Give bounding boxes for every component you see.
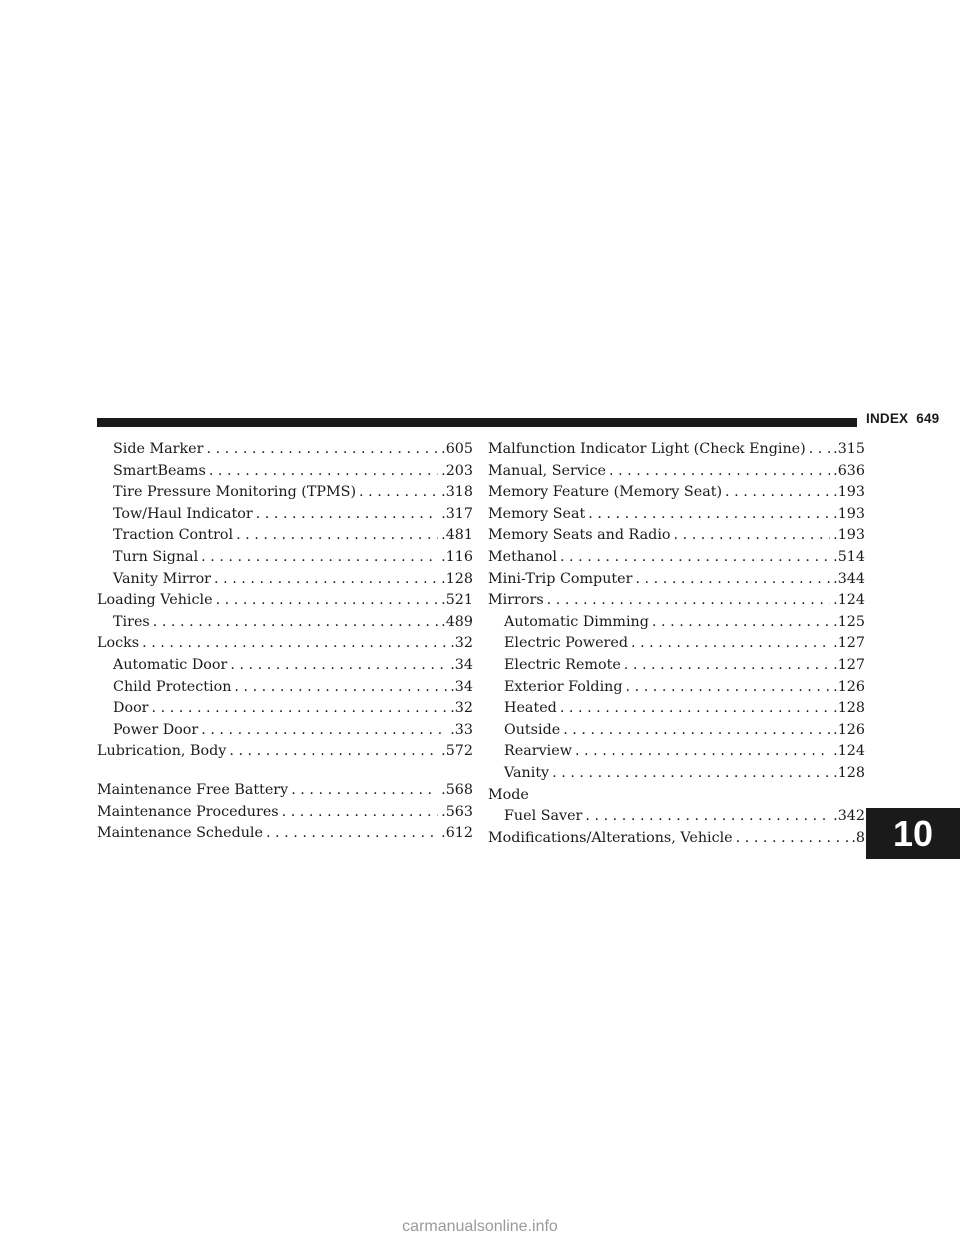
entry-page-number: .8 (851, 829, 865, 846)
dot-leader (234, 679, 447, 695)
entry-term: Door (113, 700, 149, 717)
dot-leader (201, 549, 438, 565)
entry-term: Memory Seat (488, 505, 586, 522)
entry-term: Locks (97, 635, 140, 652)
index-subentry (488, 743, 865, 765)
dot-leader (266, 825, 438, 841)
entry-page-number: .636 (833, 462, 865, 479)
index-subentry (488, 765, 865, 787)
dot-leader (809, 441, 830, 457)
dot-leader (736, 830, 849, 846)
dot-leader (153, 614, 438, 630)
index-entry (488, 549, 865, 571)
index-subentry (488, 657, 865, 679)
entry-term: Electric Remote (504, 656, 621, 673)
dot-leader (209, 463, 438, 479)
header-page-number: 649 (916, 411, 940, 426)
running-header (866, 411, 939, 426)
entry-page-number: .126 (833, 721, 865, 738)
index-entry (97, 825, 473, 847)
entry-page-number: .568 (441, 781, 473, 798)
entry-page-number: .605 (441, 441, 473, 457)
entry-term: Child Protection (113, 678, 232, 695)
entry-page-number: .124 (833, 743, 865, 760)
index-subentry (488, 635, 865, 657)
dot-leader (563, 722, 830, 738)
entry-term: Automatic Door (113, 656, 228, 673)
index-subentry (97, 484, 473, 506)
index-subentry (97, 441, 473, 463)
dot-leader (725, 484, 830, 500)
entry-page-number: .32 (450, 700, 473, 717)
entry-term: Electric Powered (504, 635, 628, 652)
index-entry (488, 506, 865, 528)
index-entry (97, 592, 473, 614)
dot-leader (631, 635, 830, 651)
index-subentry (97, 549, 473, 571)
dot-leader (588, 506, 830, 522)
entry-term: Tires (113, 613, 150, 630)
entry-page-number: .193 (833, 484, 865, 501)
index-subentry (97, 657, 473, 679)
dot-leader (560, 549, 830, 565)
entry-page-number: .127 (833, 635, 865, 652)
dot-leader (282, 804, 439, 820)
entry-term: Manual, Service (488, 462, 606, 479)
entry-page-number: .116 (441, 548, 473, 565)
entry-page-number: .34 (450, 656, 473, 673)
index-subentry (97, 463, 473, 485)
dot-leader (585, 808, 830, 824)
entry-page-number: .32 (450, 635, 473, 652)
dot-leader (575, 743, 830, 759)
entry-term: Outside (504, 721, 561, 738)
entry-term: Turn Signal (113, 548, 199, 565)
dot-leader (236, 527, 438, 543)
dot-leader (652, 614, 830, 630)
dot-leader (609, 463, 830, 479)
entry-page-number: .193 (833, 505, 865, 522)
index-subentry (97, 506, 473, 528)
entry-page-number: .128 (441, 570, 473, 587)
index-subentry (488, 722, 865, 744)
dot-leader (359, 484, 438, 500)
entry-term: Modifications/Alterations, Vehicle (488, 829, 733, 846)
index-entry (488, 787, 865, 809)
entry-page-number: .514 (833, 548, 865, 565)
entry-page-number: .126 (833, 678, 865, 695)
index-entry (97, 743, 473, 765)
entry-page-number: .563 (441, 803, 473, 820)
entry-term: Maintenance Schedule (97, 825, 263, 842)
entry-term: Automatic Dimming (504, 613, 649, 630)
index-entry (488, 571, 865, 593)
index-subentry (97, 679, 473, 701)
entry-page-number: .33 (450, 721, 473, 738)
index-subentry (97, 527, 473, 549)
index-subentry (97, 722, 473, 744)
index-entry (488, 441, 865, 463)
entry-page-number: .318 (441, 484, 473, 501)
entry-page-number: .481 (441, 527, 473, 544)
index-entry (97, 782, 473, 804)
index-subentry (97, 571, 473, 593)
index-entry (97, 635, 473, 657)
index-column-right (488, 441, 865, 851)
entry-page-number: .34 (450, 678, 473, 695)
entry-term: Methanol (488, 548, 557, 565)
entry-term: Fuel Saver (504, 808, 583, 825)
entry-term: Malfunction Indicator Light (Check Engine) (488, 441, 806, 457)
entry-page-number: .489 (441, 613, 473, 630)
entry-term: Lubrication, Body (97, 743, 227, 760)
watermark: carmanualsonline.info (402, 1218, 558, 1235)
entry-term: Vanity (504, 764, 550, 781)
index-column-left (97, 441, 473, 847)
entry-term: Mode (488, 786, 529, 803)
index-entry (97, 804, 473, 826)
entry-page-number: .125 (833, 613, 865, 630)
dot-leader (626, 679, 831, 695)
entry-term: Maintenance Procedures (97, 803, 279, 820)
index-subentry (488, 700, 865, 722)
index-subentry (488, 614, 865, 636)
entry-term: Heated (504, 700, 557, 717)
dot-leader (635, 571, 830, 587)
index-entry (488, 527, 865, 549)
entry-term: Side Marker (113, 441, 204, 457)
entry-term: Tow/Haul Indicator (113, 505, 253, 522)
index-entry (488, 463, 865, 485)
header-title: INDEX (866, 411, 909, 426)
dot-leader (256, 506, 438, 522)
dot-leader (216, 592, 439, 608)
dot-leader (229, 743, 438, 759)
index-subentry (488, 679, 865, 701)
entry-term: Vanity Mirror (113, 570, 212, 587)
header-rule (97, 418, 857, 427)
entry-page-number: .572 (441, 743, 473, 760)
dot-leader (152, 700, 448, 716)
dot-leader (547, 592, 830, 608)
entry-term: Exterior Folding (504, 678, 623, 695)
chapter-tab: 10 (866, 808, 960, 859)
dot-leader (674, 527, 831, 543)
index-entry (488, 484, 865, 506)
dot-leader (230, 657, 447, 673)
entry-term: Tire Pressure Monitoring (TPMS) (113, 484, 357, 501)
dot-leader (552, 765, 830, 781)
entry-term: Loading Vehicle (97, 592, 213, 609)
index-subentry (488, 808, 865, 830)
dot-leader (201, 722, 447, 738)
dot-leader (142, 635, 447, 651)
entry-page-number: .127 (833, 656, 865, 673)
entry-page-number: .342 (833, 808, 865, 825)
entry-term: Traction Control (113, 527, 234, 544)
entry-page-number: .128 (833, 764, 865, 781)
entry-term: Memory Feature (Memory Seat) (488, 484, 723, 501)
index-entry (488, 592, 865, 614)
entry-term: Mini-Trip Computer (488, 570, 633, 587)
dot-leader (624, 657, 830, 673)
entry-page-number: .128 (833, 700, 865, 717)
index-entry (488, 830, 865, 852)
entry-term: SmartBeams (113, 462, 206, 479)
dot-leader (206, 441, 438, 457)
entry-page-number: .315 (833, 441, 865, 457)
entry-term: Power Door (113, 721, 199, 738)
dot-leader (560, 700, 830, 716)
entry-page-number: .193 (833, 527, 865, 544)
entry-page-number: .317 (441, 505, 473, 522)
entry-term: Rearview (504, 743, 572, 760)
entry-page-number: .203 (441, 462, 473, 479)
entry-term: Maintenance Free Battery (97, 781, 289, 798)
entry-page-number: .124 (833, 592, 865, 609)
entry-page-number: .612 (441, 825, 473, 842)
entry-page-number: .521 (441, 592, 473, 609)
index-subentry (97, 614, 473, 636)
dot-leader (214, 571, 438, 587)
dot-leader (291, 782, 438, 798)
entry-page-number: .344 (833, 570, 865, 587)
index-subentry (97, 700, 473, 722)
entry-term: Mirrors (488, 592, 544, 609)
entry-term: Memory Seats and Radio (488, 527, 671, 544)
